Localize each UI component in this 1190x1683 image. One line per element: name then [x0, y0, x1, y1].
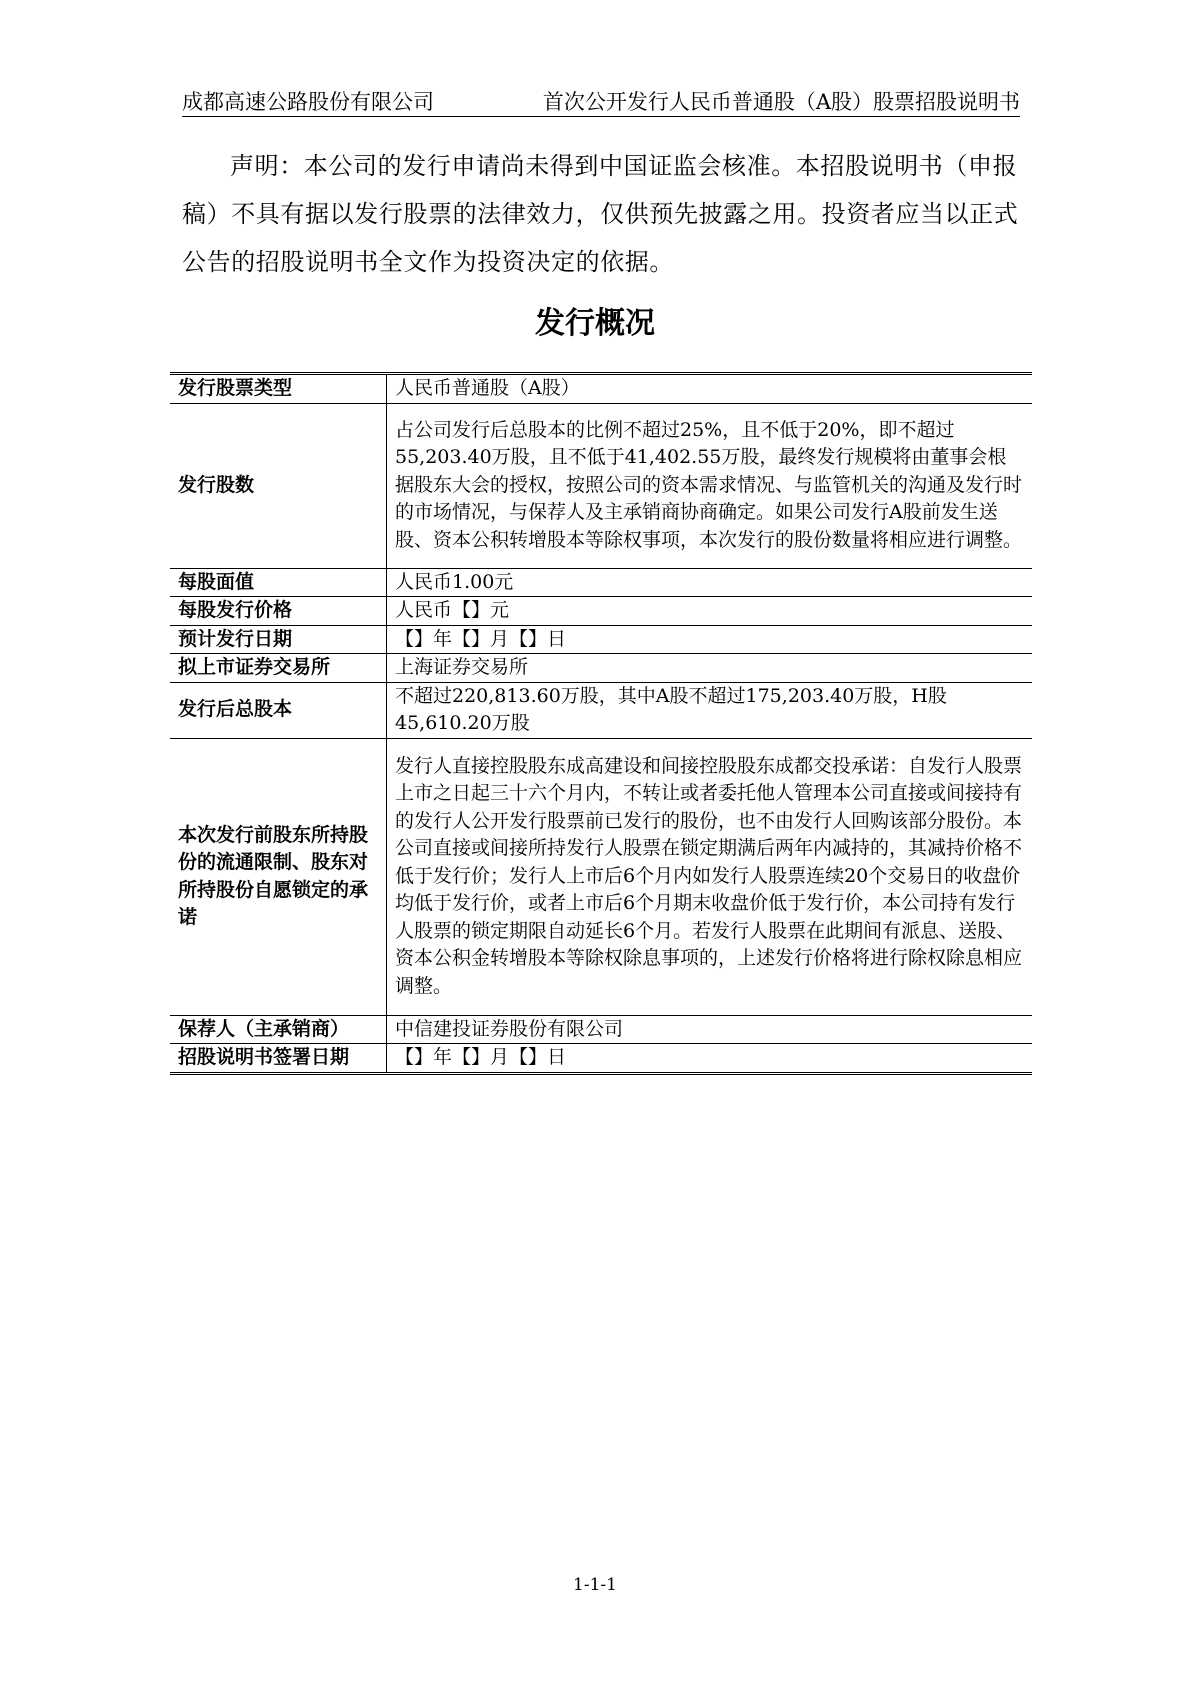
row-value: 中信建投证券股份有限公司: [395, 1017, 624, 1040]
row-label: 发行股数: [170, 403, 387, 568]
page-number: 1-1-1: [573, 1575, 617, 1595]
disclaimer-statement: 声明：本公司的发行申请尚未得到中国证监会核准。本招股说明书（申报稿）不具有据以发行股票的法律效力，仅供预先披露之用。投资者应当以正式公告的招股说明书全文作为投资决定的依据。: [182, 152, 1019, 276]
table-row: [170, 1044, 1032, 1074]
table-row: [170, 597, 1032, 626]
table-row: [170, 374, 1032, 404]
table-row: [170, 625, 1032, 654]
table-row: [170, 738, 1032, 1015]
row-label: 发行股票类型: [170, 374, 387, 404]
table-row: [170, 682, 1032, 738]
section-title: 发行概况: [535, 306, 655, 341]
row-label: 拟上市证券交易所: [170, 654, 387, 683]
row-label: 本次发行前股东所持股份的流通限制、股东对所持股份自愿锁定的承诺: [170, 738, 387, 1015]
row-value: 【】年【】月【】日: [395, 627, 567, 650]
row-value: 上海证券交易所: [395, 656, 529, 678]
row-value: 人民币【】元: [395, 599, 510, 621]
row-label: 保荐人（主承销商）: [170, 1015, 387, 1044]
row-label: 招股说明书签署日期: [170, 1044, 387, 1074]
row-value: 人民币1.00元: [395, 570, 514, 593]
row-value: 发行人直接控股股东成高建设和间接控股股东成都交投承诺：自发行人股票上市之日起三十六个月内，不转让或者委托他人管理本公司直接或间接持有的发行人公开发行股票前已发行的股份，也不由发行人回购该部分股份。本公司直接或间接所持发行人股票在锁定期满后两年内减持的，其减持价格不低于发行价；发行人上市后6个月内如发行人股票连续20个交易日的收盘价均低于发行价，或者上市后6个月期末收盘价低于发行价，本公司持有发行人股票的锁定期限自动延长6个月。若发行人股票在此期间有派息、送股、资本公积金转增股本等除权除息事项的，上述发行价格将进行除权除息相应调整。: [395, 754, 1023, 997]
page-header: [182, 82, 1020, 117]
row-value: 不超过220,813.60万股，其中A股不超过175,203.40万股，H股45,610.20万股: [395, 684, 947, 734]
row-label: 预计发行日期: [170, 625, 387, 654]
table-row: [170, 403, 1032, 568]
row-value: 【】年【】月【】日: [395, 1046, 567, 1068]
row-label: 每股面值: [170, 568, 387, 597]
table-row: [170, 568, 1032, 597]
row-value: 人民币普通股（A股）: [395, 377, 580, 399]
row-value: 占公司发行后总股本的比例不超过25%，且不低于20%，即不超过55,203.40万股，且不低于41,402.55万股，最终发行规模将由董事会根据股东大会的授权，按照公司的资本需求情况、与监管机关的沟通及发行时的市场情况，与保荐人及主承销商协商确定。如果公司发行A股前发生送股、资本公积转增股本等除权事项，本次发行的股份数量将相应进行调整。: [395, 418, 1023, 551]
header-document-title: 首次公开发行人民币普通股（A股）股票招股说明书: [542, 90, 1020, 114]
row-label: 每股发行价格: [170, 597, 387, 626]
table-row: [170, 1015, 1032, 1044]
offering-overview-table: [170, 372, 1032, 1075]
table-row: [170, 654, 1032, 683]
row-label: 发行后总股本: [170, 682, 387, 738]
header-company: 成都高速公路股份有限公司: [182, 90, 434, 114]
